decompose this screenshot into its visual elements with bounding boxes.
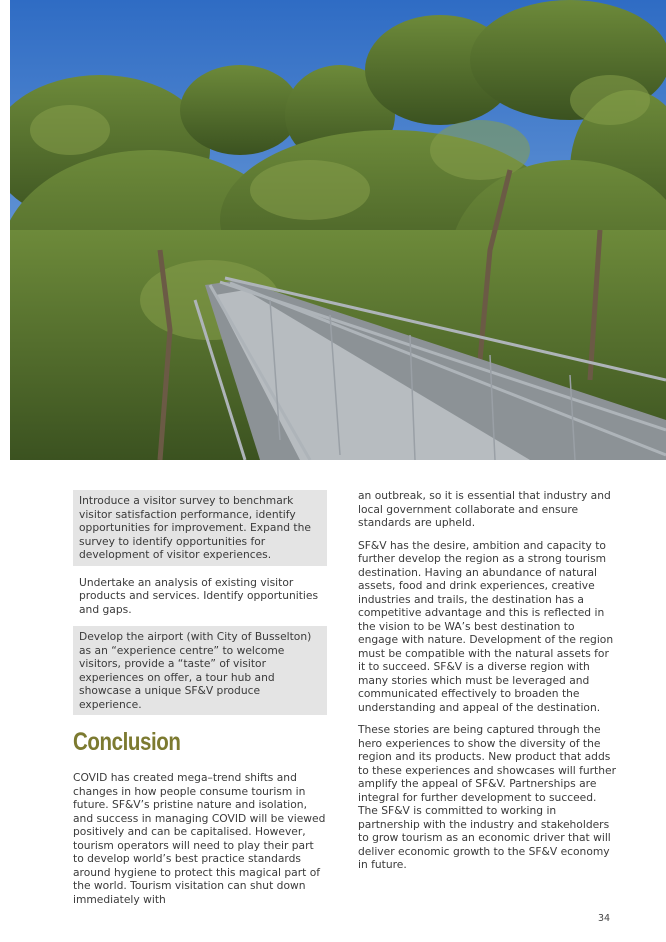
treetop-walkway-photo xyxy=(10,0,666,460)
conclusion-paragraph-1-continued: an outbreak, so it is essential that industry and local government collaborate and ensure standards are upheld. xyxy=(358,489,611,529)
conclusion-paragraph-1: COVID has created mega–trend shifts and changes in how people consume tourism in future. SF&V’s pristine nature and isolation, and success in managing COVID will be viewed positively and can be capitalised. However, tourism operators will need to play their part to develop world’s best practice standards around hygiene to protect this magical part of the world. Tourism visitation can shut down immediately with xyxy=(73,771,326,906)
left-column xyxy=(73,490,327,915)
conclusion-paragraph-2: SF&V has the desire, ambition and capacity to further develop the region as a strong tourism destination. Having an abundance of natural assets, food and drink experiences, creative industries and trails, the destination has a competitive advantage and this is reflected in the vision to be WA’s best destination to engage with nature. Development of the region must be compatible with the natural assets for it to succeed. SF&V is a diverse region with many stories which must be leveraged and communicated effectively to broaden the understanding and appeal of the destination. xyxy=(358,538,614,714)
action-item-product-analysis: Undertake an analysis of existing visitor products and services. Identify opportunities and gaps. xyxy=(73,572,327,621)
conclusion-paragraph-3: These stories are being captured through the hero experiences to show the diversity of the region and its products. New product that adds to these experiences and showcases will further amplify the appeal of SF&V. Partnerships are integral for further development to succeed. The SF&V is committed to working in partnership with the industry and stakeholders to grow tourism as an economic driver that will deliver economic growth to the SF&V economy in future. xyxy=(358,723,616,871)
right-column xyxy=(358,489,616,881)
page-number: 34 xyxy=(598,913,611,924)
action-item-airport-experience-centre: Develop the airport (with City of Busselton) as an “experience centre” to welcome visitors, provide a “taste” of visitor experiences on offer, a tour hub and showcase a unique SF&V produce experience. xyxy=(73,626,327,715)
section-heading-conclusion: Conclusion xyxy=(73,728,181,756)
action-item-visitor-survey: Introduce a visitor survey to benchmark visitor satisfaction performance, identify opportunities for improvement. Expand the survey to identify opportunities for development of visitor experiences. xyxy=(73,490,327,566)
